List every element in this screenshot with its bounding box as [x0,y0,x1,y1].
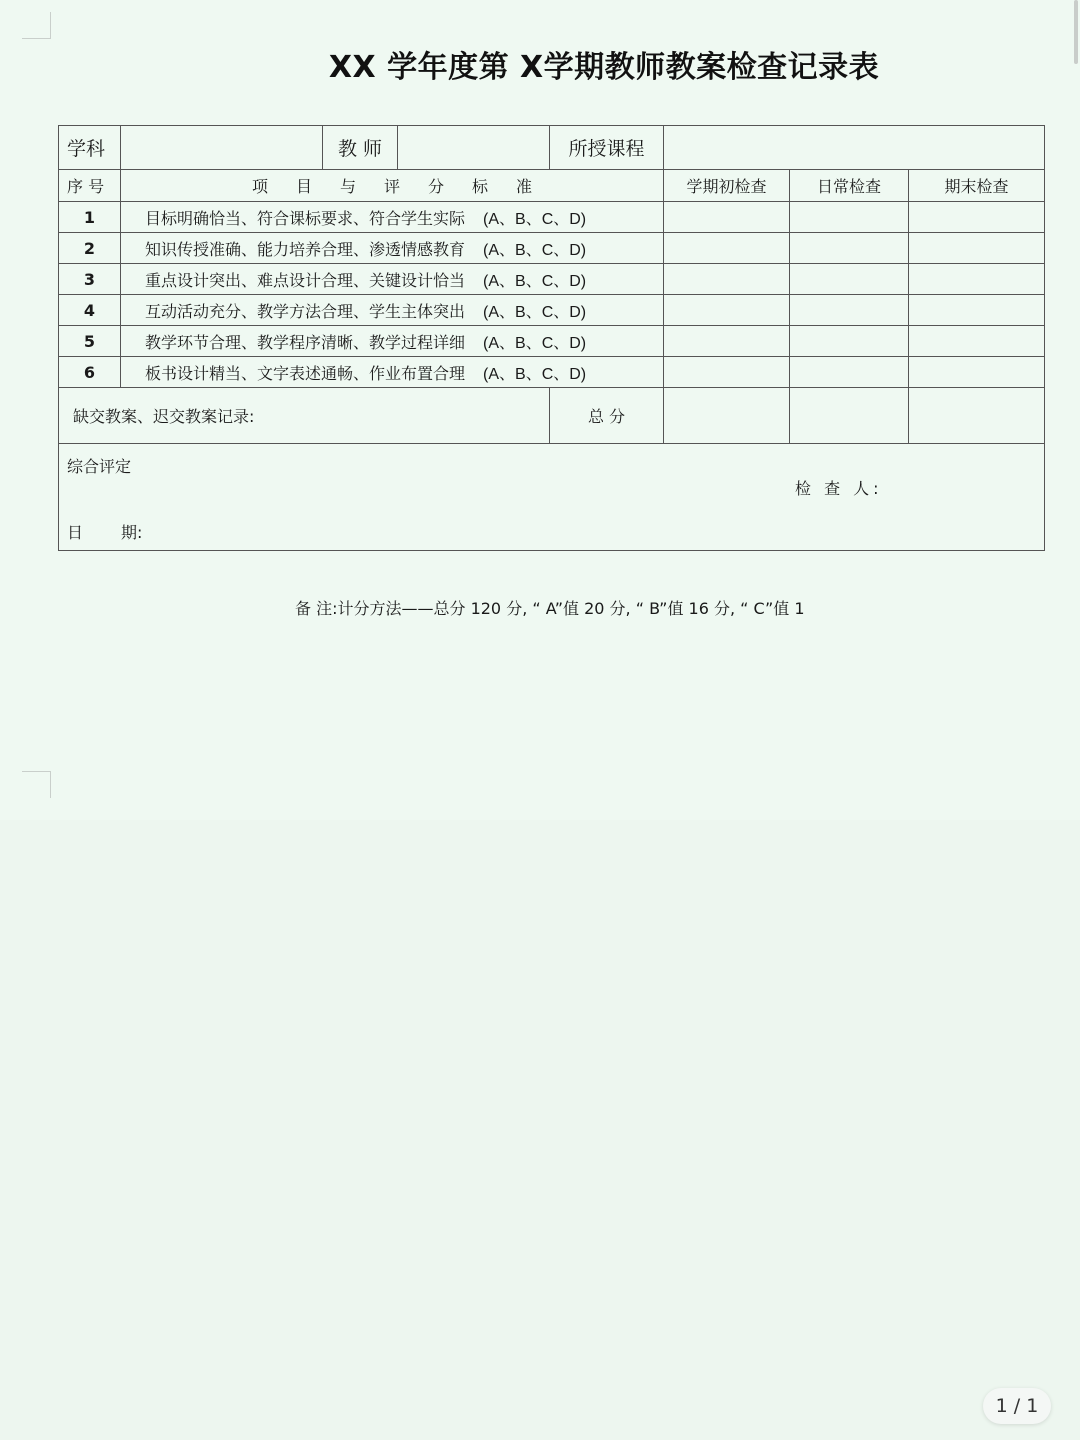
criteria-header-char: 评 [384,177,401,196]
criteria-header-char: 分 [428,177,445,196]
criteria-header-char: 目 [295,177,312,196]
item-grade-options: (A、B、C、D) [483,334,587,352]
item-text: 目标明确恰当、符合课标要求、符合学生实际 [145,208,466,228]
routine-check-cell[interactable] [790,264,909,295]
table-row [59,326,1045,357]
course-field[interactable] [664,126,1045,170]
teacher-label: 教 师 [323,126,398,170]
initial-check-cell[interactable] [664,326,790,357]
date-label-part: 日 [67,523,84,542]
remark-note: 备 注:计分方法——总分 120 分, “ A”值 20 分, “ B”值 16 分, “ C”值 1 [295,599,805,618]
routine-check-cell[interactable] [790,295,909,326]
summary-cell[interactable] [59,444,1045,551]
final-check-cell[interactable] [909,202,1045,233]
criteria-header-char: 项 [251,177,268,196]
criteria-header-char: 与 [339,177,356,196]
item-number: 2 [59,233,121,264]
item-criteria [121,326,664,357]
item-grade-options: (A、B、C、D) [483,365,587,383]
criteria-header-char: 准 [516,177,533,196]
routine-check-cell[interactable] [790,202,909,233]
summary-row [59,444,1045,551]
page-corner-mark [22,12,51,39]
item-text: 重点设计突出、难点设计合理、关键设计恰当 [145,270,466,290]
subject-label: 学科 [59,126,121,170]
item-text: 互动活动充分、教学方法合理、学生主体突出 [145,301,466,321]
missing-plan-label: 缺交教案、迟交教案记录: [59,388,550,444]
item-number: 5 [59,326,121,357]
item-grade-options: (A、B、C、D) [483,303,587,321]
inspection-table [58,125,1045,551]
item-criteria [121,264,664,295]
date-label [67,520,142,543]
table-row [59,357,1045,388]
initial-check-cell[interactable] [664,202,790,233]
item-text: 教学环节合理、教学程序清晰、教学过程详细 [145,332,466,352]
item-number: 4 [59,295,121,326]
item-grade-options: (A、B、C、D) [483,210,587,228]
total-initial-cell[interactable] [664,388,790,444]
item-text: 知识传授准确、能力培养合理、渗透情感教育 [145,239,466,259]
routine-check-header: 日常检查 [790,170,909,202]
routine-check-cell[interactable] [790,233,909,264]
total-final-cell[interactable] [909,388,1045,444]
item-criteria [121,202,664,233]
total-label: 总 分 [550,388,664,444]
page-title: XX 学年度第 X学期教师教案检查记录表 [328,50,880,85]
item-grade-options: (A、B、C、D) [483,272,587,290]
routine-check-cell[interactable] [790,357,909,388]
item-criteria [121,357,664,388]
inspector-label: 检 查 人: [795,479,883,498]
initial-check-header: 学期初检查 [664,170,790,202]
final-check-cell[interactable] [909,357,1045,388]
final-check-cell[interactable] [909,233,1045,264]
scrollbar[interactable] [1074,0,1078,64]
total-routine-cell[interactable] [790,388,909,444]
subject-field[interactable] [121,126,323,170]
final-check-header: 期末检查 [909,170,1045,202]
item-criteria [121,295,664,326]
criteria-header [121,170,664,202]
initial-check-cell[interactable] [664,295,790,326]
item-text: 板书设计精当、文字表述通畅、作业布置合理 [145,363,466,383]
item-grade-options: (A、B、C、D) [483,241,587,259]
final-check-cell[interactable] [909,264,1045,295]
criteria-header-char: 标 [472,177,489,196]
initial-check-cell[interactable] [664,264,790,295]
initial-check-cell[interactable] [664,233,790,264]
initial-check-cell[interactable] [664,357,790,388]
item-number: 1 [59,202,121,233]
routine-check-cell[interactable] [790,326,909,357]
date-label-part: 期: [121,523,143,542]
table-row [59,233,1045,264]
final-check-cell[interactable] [909,295,1045,326]
page-corner-mark [22,771,51,798]
teacher-field[interactable] [398,126,550,170]
seq-header: 序 号 [59,170,121,202]
page-indicator: 1 / 1 [983,1388,1051,1424]
item-criteria [121,233,664,264]
table-row [59,202,1045,233]
item-number: 6 [59,357,121,388]
header-row [59,126,1045,170]
item-number: 3 [59,264,121,295]
course-label: 所授课程 [550,126,664,170]
final-check-cell[interactable] [909,326,1045,357]
column-header-row [59,170,1045,202]
table-row [59,264,1045,295]
total-row [59,388,1045,444]
summary-label: 综合评定 [67,457,132,476]
table-row [59,295,1045,326]
